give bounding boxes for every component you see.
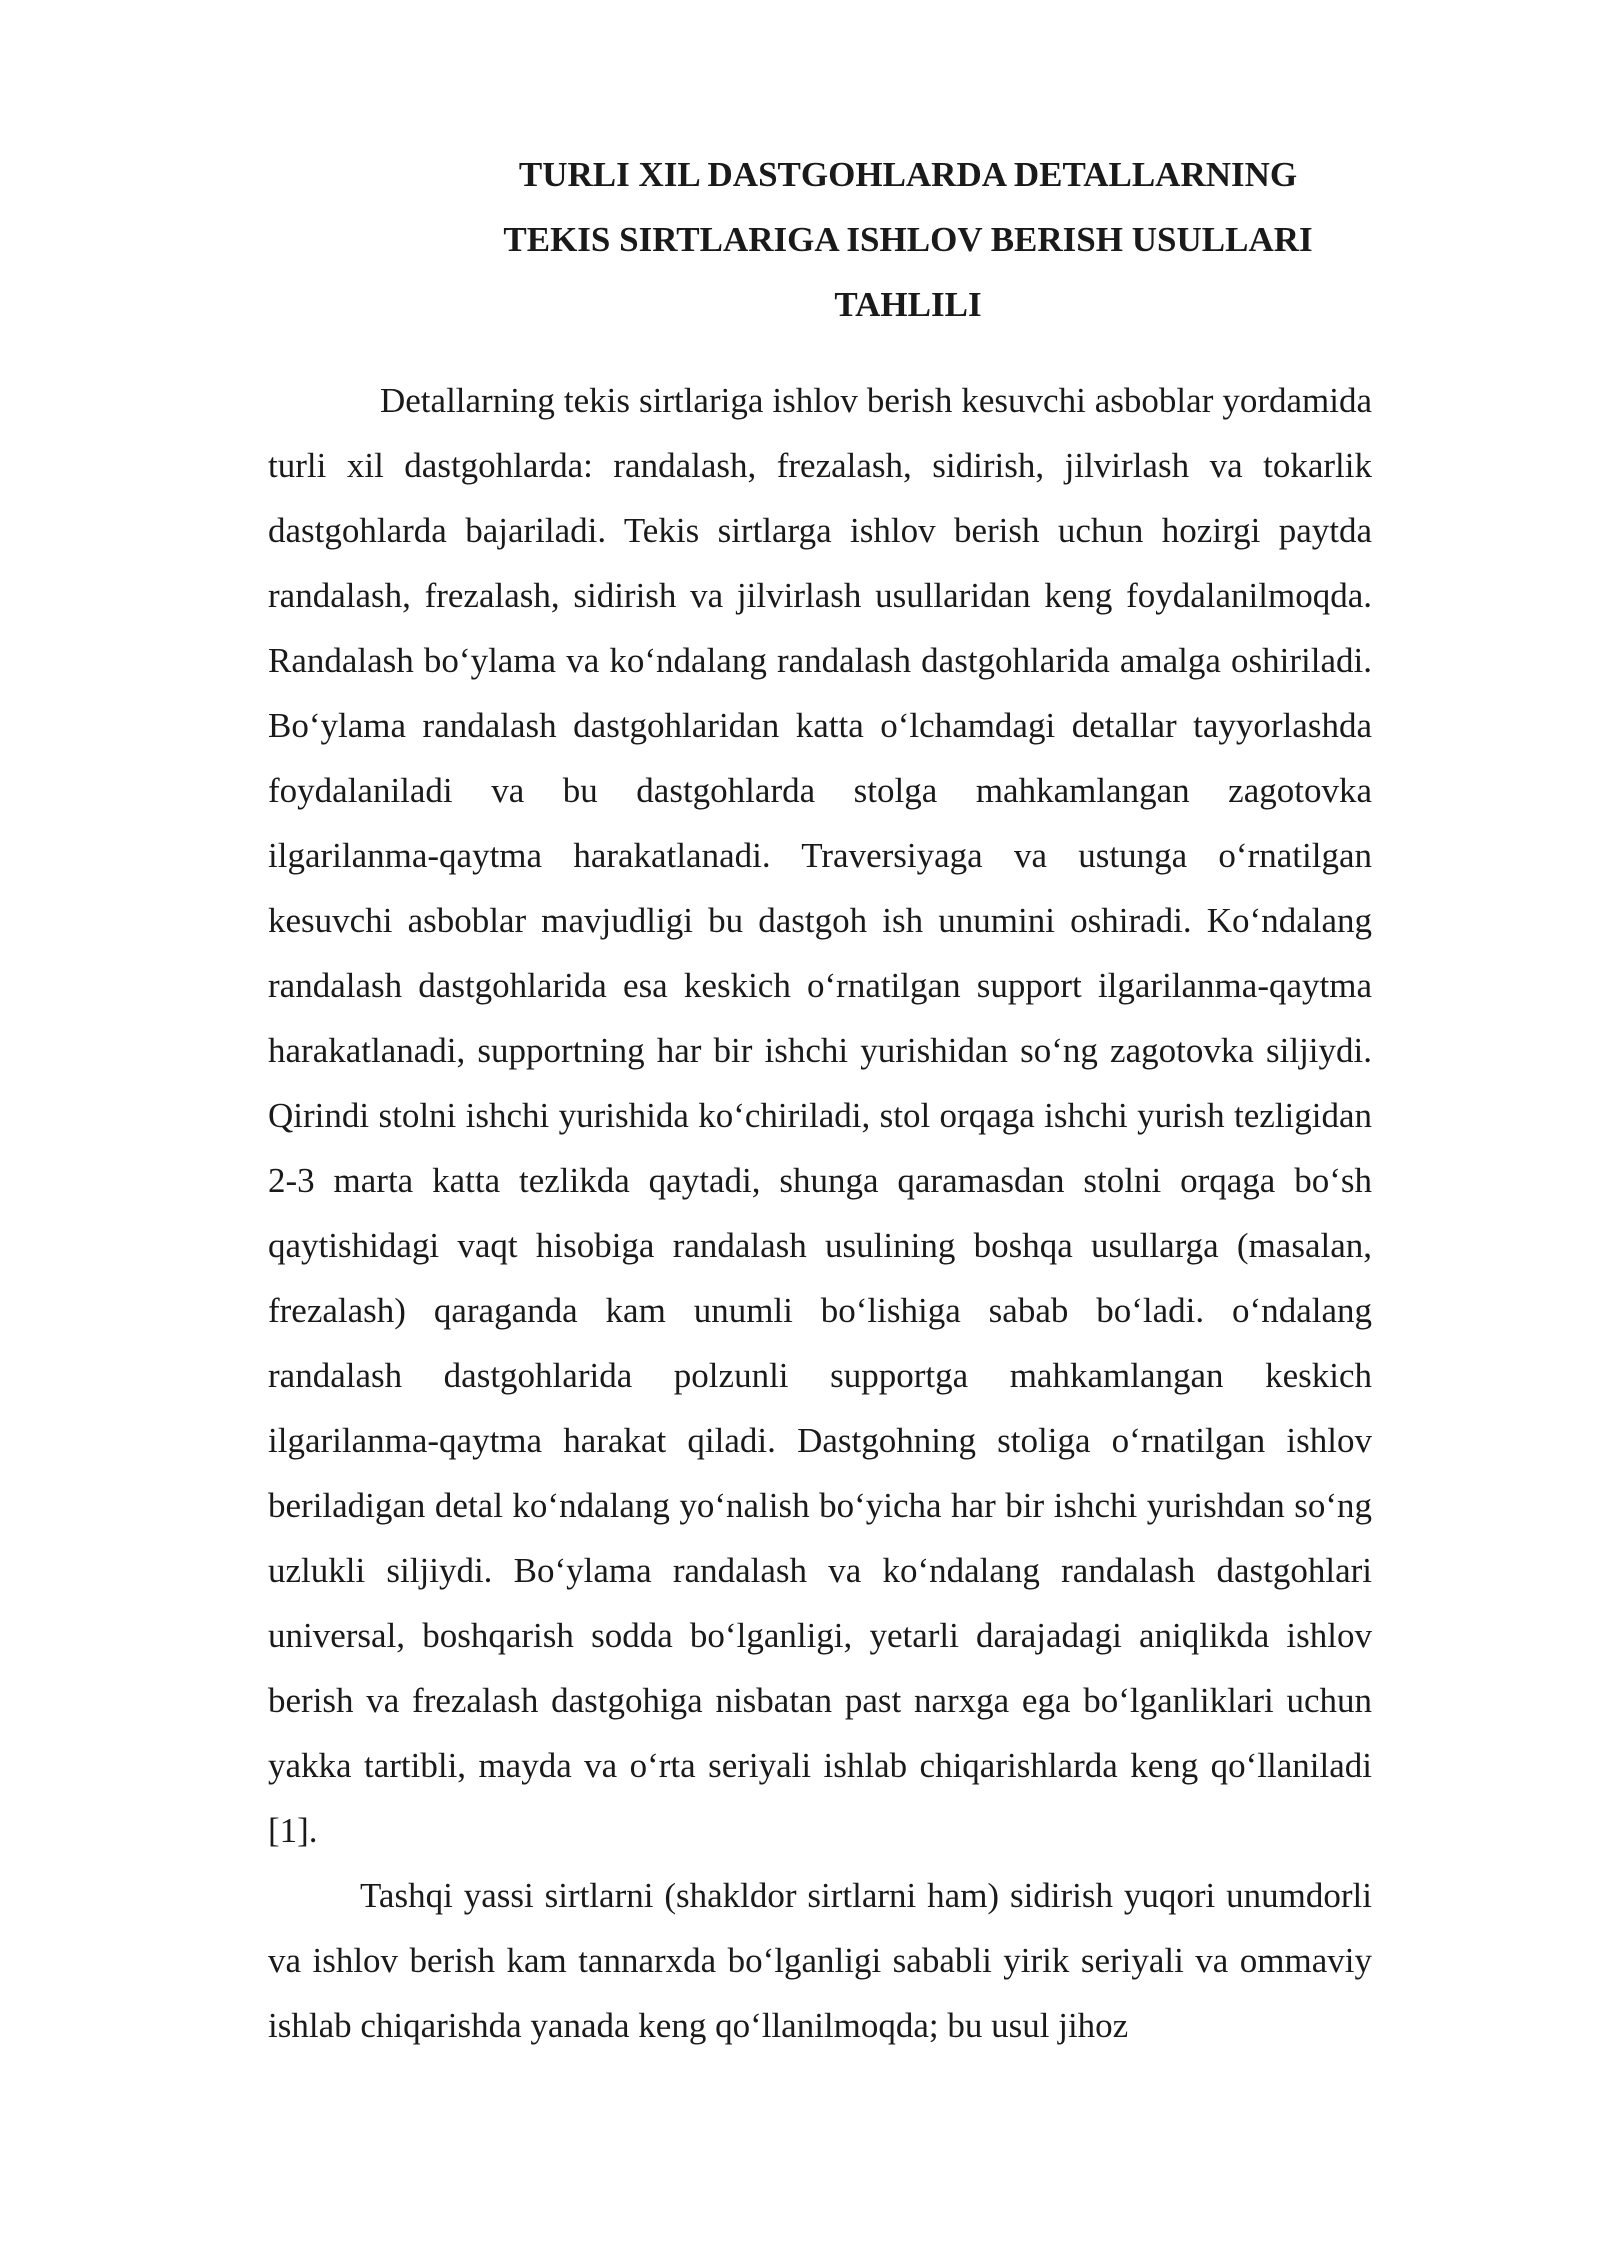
document-body — [268, 368, 1372, 2058]
paragraph-1: Detallarning tekis sirtlariga ishlov berish kesuvchi asboblar yordamida turli xil dastgohlarda: randalash, frezalash, sidirish, jilvirlash va tokarlik dastgohlarda bajariladi. Tekis sirtlarga ishlov berish uchun hozirgi paytda randalash, frezalash, sidirish va jilvirlash usullaridan keng foydalanilmoqda. Randalash bo‘ylama va ko‘ndalang randalash dastgohlarida amalga oshiriladi. Bo‘ylama randalash dastgohlaridan katta o‘lchamdagi detallar tayyorlashda foydalaniladi va bu dastgohlarda stolga mahkamlangan zagotovka ilgarilanma-qaytma harakatlanadi. Traversiyaga va ustunga o‘rnatilgan kesuvchi asboblar mavjudligi bu dastgoh ish unumini oshiradi. Ko‘ndalang randalash dastgohlarida esa keskich o‘rnatilgan support ilgarilanma-qaytma harakatlanadi, supportning har bir ishchi yurishidan so‘ng zagotovka siljiydi. Qirindi stolni ishchi yurishida ko‘chiriladi, stol orqaga ishchi yurish tezligidan 2-3 marta katta tezlikda qaytadi, shunga qaramasdan stolni orqaga bo‘sh qaytishidagi vaqt hisobiga randalash usulining boshqa usullarga (masalan, frezalash) qaraganda kam unumli bo‘lishiga sabab bo‘ladi. o‘ndalang randalash dastgohlarida polzunli supportga mahkamlangan keskich ilgarilanma-qaytma harakat qiladi. Dastgohning stoliga o‘rnatilgan ishlov beriladigan detal ko‘ndalang yo‘nalish bo‘yicha har bir ishchi yurishdan so‘ng uzlukli siljiydi. Bo‘ylama randalash va ko‘ndalang randalash dastgohlari universal, boshqarish sodda bo‘lganligi, yetarli darajadagi aniqlikda ishlov berish va frezalash dastgohiga nisbatan past narxga ega bo‘lganliklari uchun yakka tartibli, mayda va o‘rta seriyali ishlab chiqarishlarda keng qo‘llaniladi [1]. — [268, 381, 1372, 1850]
title-line-2: TEKIS SIRTLARIGA ISHLOV BERISH USULLARI — [503, 220, 1313, 259]
title-line-1: TURLI XIL DASTGOHLARDA DETALLARNING — [518, 155, 1298, 194]
paragraph-2: Tashqi yassi sirtlarni (shakldor sirtlarni ham) sidirish yuqori unumdorli va ishlov berish kam tannarxda bo‘lganligi sababli yirik seriyali va ommaviy ishlab chiqarishda yanada keng qo‘llanilmoqda; bu usul jihoz — [268, 1876, 1372, 2045]
title-line-3: TAHLILI — [834, 285, 982, 324]
document-title — [440, 142, 1376, 337]
